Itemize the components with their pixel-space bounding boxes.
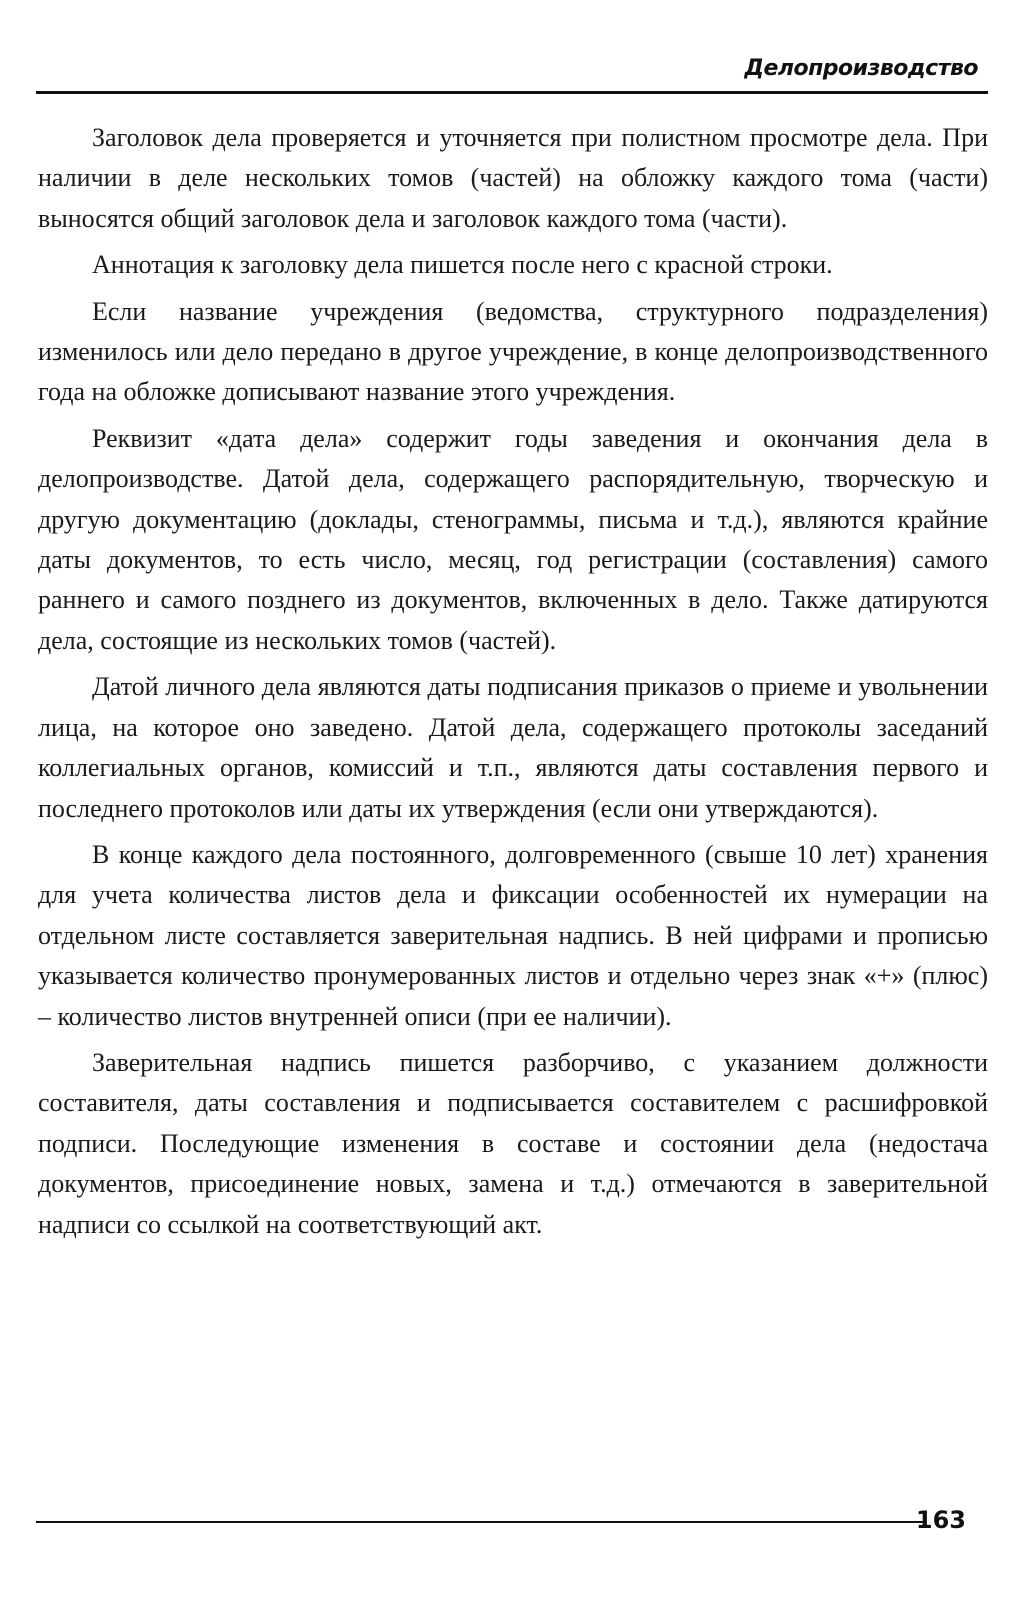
paragraph: Аннотация к заголовку дела пишется после него с красной строки. [92,250,833,280]
running-header: Делопроизводство [744,56,978,81]
paragraph: Заверительная надпись пишется разборчиво, с указанием должности составителя, даты составления и подписывается составителем с расшифровкой подписи. Последующие изменения в составе и состоянии дела (недостача документов, присоединение новых, замена и т.д.) отмечаются в заверительной надписи со ссылкой на соответствующий акт. [38,1047,988,1239]
header-rule [36,91,988,94]
paragraph: Реквизит «дата дела» содержит годы заведения и окончания дела в делопроизводстве. Датой дела, содержащего распорядительную, творческую и другую документацию (доклады, стенограммы, письма и т.д.), являются крайние даты документов, то есть число, месяц, год регистрации (составления) самого раннего и самого позднего из документов, включенных в дело. Также датируются дела, состоящие из нескольких томов (частей). [38,423,988,655]
paragraph: Если название учреждения (ведомства, структурного подразделения) изменилось или дело передано в другое учреждение, в конце делопроизводственного года на обложке дописывают название этого учреждения. [38,296,988,407]
paragraph: Заголовок дела проверяется и уточняется при полистном просмотре дела. При наличии в деле нескольких томов (частей) на обложку каждого тома (части) выносятся общий заголовок дела и заголовок каждого тома (части). [38,123,988,233]
paragraph: Датой личного дела являются даты подписания приказов о приеме и увольнении лица, на которое оно заведено. Датой дела, содержащего протоколы заседаний коллегиальных органов, комиссий и т.п., являются даты составления первого и последнего протоколов или даты их утверждения (если они утверждаются). [38,672,988,823]
footer-rule [36,1521,924,1523]
paragraph: В конце каждого дела постоянного, долговременного (свыше 10 лет) хранения для учета количества листов дела и фиксации особенностей их нумерации на отдельном листе составляется заверительная надпись. В ней цифрами и прописью указывается количество пронумерованных листов и отдельно через знак «+» (плюс) – количество листов внутренней описи (при ее наличии). [38,839,988,1031]
page-number: 163 [915,1506,966,1534]
body-text [38,118,988,1251]
